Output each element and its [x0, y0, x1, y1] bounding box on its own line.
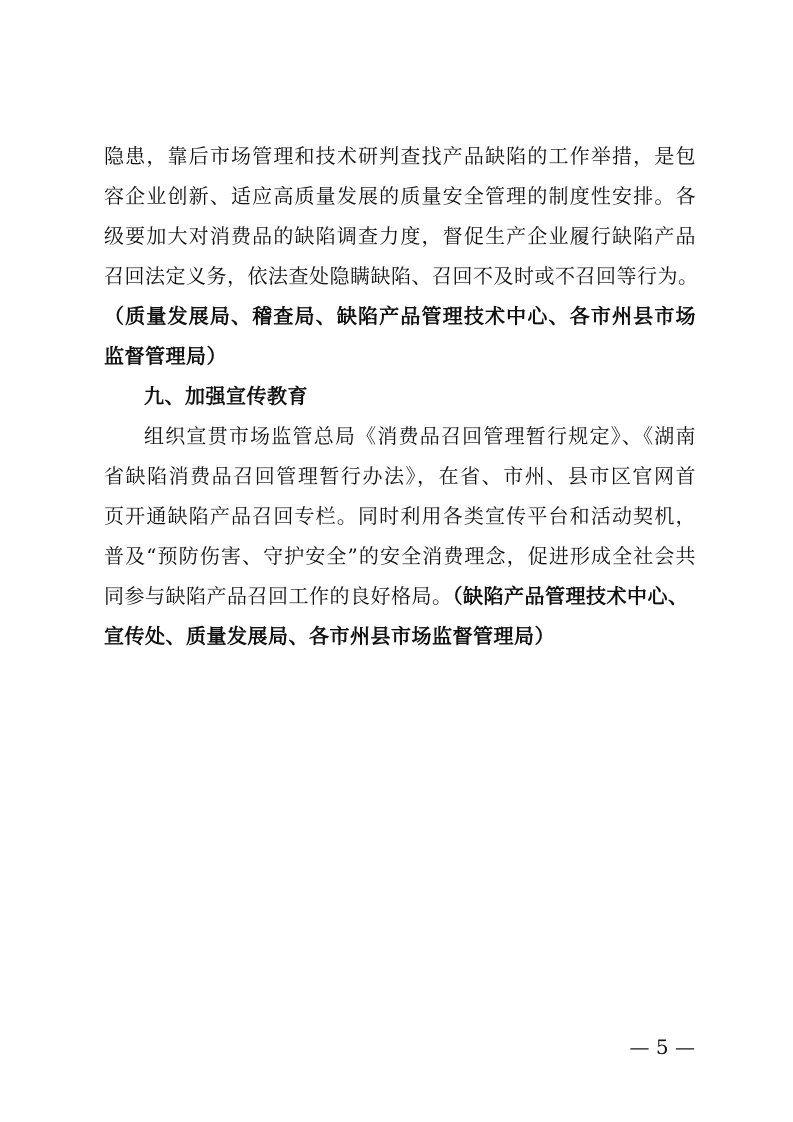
paragraph-text: 同参与缺陷产品召回工作的良好格局。: [104, 584, 453, 608]
section-heading: 九、加强宣传教育: [144, 384, 308, 408]
paragraph-continuation: [104, 136, 699, 376]
responsible-units: （质量发展局、稽查局、缺陷产品管理技术中心、各市州县市场: [104, 304, 696, 328]
paragraph-line: 召回法定义务，依法查处隐瞒缺陷、召回不及时或不召回等行为。: [104, 264, 699, 288]
section-heading-container: [104, 376, 696, 416]
paragraph-line: 级要加大对消费品的缺陷调查力度，督促生产企业履行缺陷产品: [104, 224, 696, 248]
paragraph-line: 隐患，靠后市场管理和技术研判查找产品缺陷的工作举措，是包: [104, 144, 696, 168]
paragraph-line: 普及“预防伤害、守护安全”的安全消费理念，促进形成全社会共: [104, 544, 696, 568]
responsible-units: 监督管理局）: [104, 344, 227, 368]
page-number: — 5 —: [629, 1035, 695, 1059]
responsible-units: （缺陷产品管理技术中心、: [452, 584, 689, 608]
paragraph-line: 容企业创新、适应高质量发展的质量安全管理的制度性安排。各: [104, 184, 696, 208]
paragraph-line: 省缺陷消费品召回管理暂行办法》，在省、市州、县市区官网首: [104, 464, 696, 488]
responsible-units: 宣传处、质量发展局、各市州县市场监督管理局）: [104, 624, 555, 648]
paragraph-line: 页开通缺陷产品召回专栏。同时利用各类宣传平台和活动契机，: [104, 504, 696, 528]
paragraph-line-mixed: [104, 576, 696, 616]
paragraph-section-9: [104, 416, 696, 656]
paragraph-line: 组织宣贯市场监管总局《消费品召回管理暂行规定》、《湖南: [144, 424, 696, 448]
